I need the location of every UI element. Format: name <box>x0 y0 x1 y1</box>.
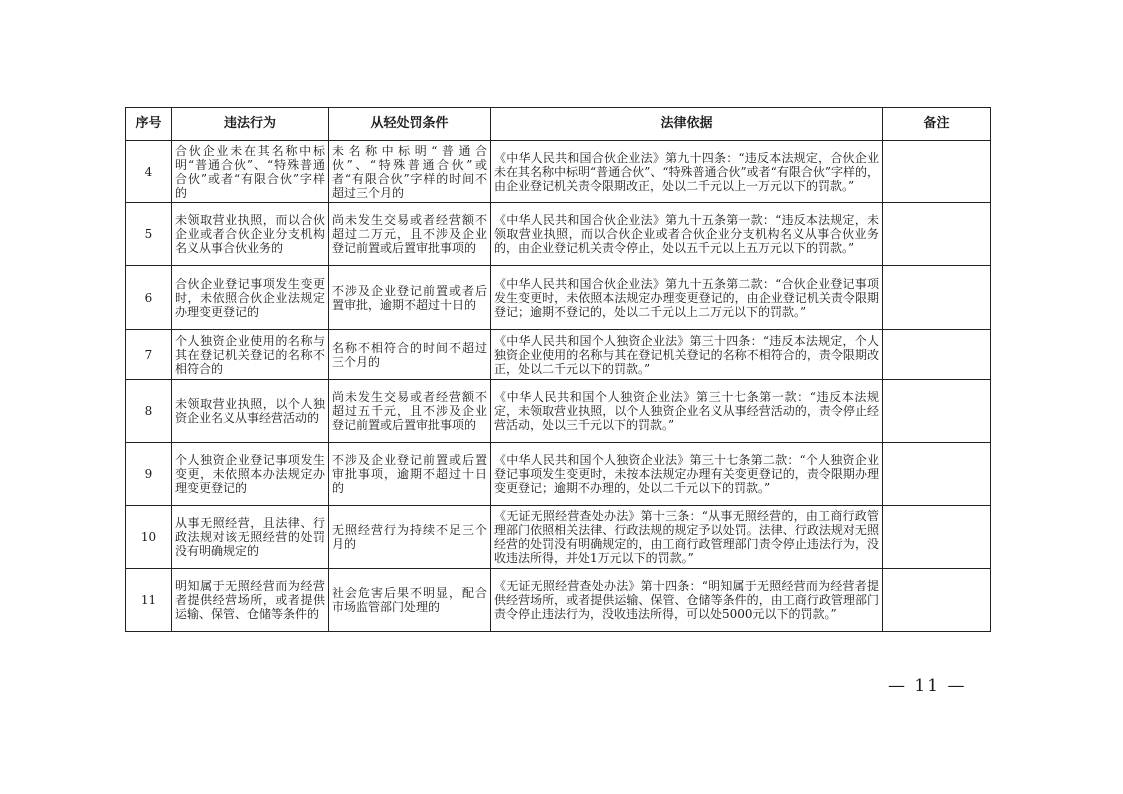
cell-condition: 未名称中标明“普通合伙”、“特殊普通合伙”或者“有限合伙”字样的时间不超过三个月的 <box>329 141 491 203</box>
cell-seq: 5 <box>126 203 172 266</box>
cell-seq: 9 <box>126 443 172 506</box>
cell-condition: 尚未发生交易或者经营额不超过二万元，且不涉及企业登记前置或后置审批事项的 <box>329 203 491 266</box>
cell-violation: 合伙企业登记事项发生变更时，未依照合伙企业法规定办理变更登记的 <box>172 266 329 330</box>
cell-violation: 未领取营业执照，以个人独资企业名义从事经营活动的 <box>172 380 329 443</box>
header-lenient-condition: 从轻处罚条件 <box>329 108 491 141</box>
cell-legal-basis: 《中华人民共和国个人独资企业法》第三十七条第一款：“违反本法规定，未领取营业执照，以个人独资企业名义从事经营活动的，责令停止经营活动，处以三千元以下的罚款。” <box>491 380 883 443</box>
cell-violation: 个人独资企业使用的名称与其在登记机关登记的名称不相符合的 <box>172 330 329 380</box>
table-row <box>126 569 991 632</box>
header-violation: 违法行为 <box>172 108 329 141</box>
table-row <box>126 380 991 443</box>
cell-legal-basis: 《无证无照经营查处办法》第十三条：“从事无照经营的，由工商行政管理部门依照相关法律、行政法规的规定予以处罚。法律、行政法规对无照经营的处罚没有明确规定的，由工商行政管理部门责令停止违法行为，没收违法所得，并处1万元以下的罚款。” <box>491 506 883 569</box>
cell-seq: 6 <box>126 266 172 330</box>
table-row <box>126 506 991 569</box>
header-remarks: 备注 <box>883 108 991 141</box>
cell-seq: 4 <box>126 141 172 203</box>
cell-remarks <box>883 443 991 506</box>
cell-legal-basis: 《中华人民共和国合伙企业法》第九十五条第二款：“合伙企业登记事项发生变更时，未依照本法规定办理变更登记的，由企业登记机关责令限期登记；逾期不登记的，处以二千元以上二万元以下的罚款。” <box>491 266 883 330</box>
cell-remarks <box>883 569 991 632</box>
cell-condition: 无照经营行为持续不足三个月的 <box>329 506 491 569</box>
cell-violation: 个人独资企业登记事项发生变更，未依照本办法规定办理变更登记的 <box>172 443 329 506</box>
cell-seq: 10 <box>126 506 172 569</box>
cell-remarks <box>883 203 991 266</box>
table-row <box>126 443 991 506</box>
cell-remarks <box>883 506 991 569</box>
header-legal-basis: 法律依据 <box>491 108 883 141</box>
cell-remarks <box>883 266 991 330</box>
cell-violation: 明知属于无照经营而为经营者提供经营场所，或者提供运输、保管、仓储等条件的 <box>172 569 329 632</box>
cell-legal-basis: 《中华人民共和国个人独资企业法》第三十七条第二款：“个人独资企业登记事项发生变更时，未按本法规定办理有关变更登记的，责令限期办理变更登记；逾期不办理的，处以二千元以下的罚款。” <box>491 443 883 506</box>
table-row <box>126 330 991 380</box>
cell-legal-basis: 《中华人民共和国合伙企业法》第九十五条第一款：“违反本法规定，未领取营业执照，而以合伙企业或者合伙企业分支机构名义从事合伙业务的，由企业登记机关责令停止，处以五千元以上五万元以下的罚款。” <box>491 203 883 266</box>
cell-remarks <box>883 330 991 380</box>
table-row <box>126 203 991 266</box>
cell-legal-basis: 《中华人民共和国合伙企业法》第九十四条：“违反本法规定，合伙企业未在其名称中标明“普通合伙”、“特殊普通合伙”或者“有限合伙”字样的，由企业登记机关责令限期改正，处以二千元以上一万元以下的罚款。” <box>491 141 883 203</box>
cell-condition: 不涉及企业登记前置或者后置审批，逾期不超过十日的 <box>329 266 491 330</box>
cell-legal-basis: 《无证无照经营查处办法》第十四条：“明知属于无照经营而为经营者提供经营场所，或者提供运输、保管、仓储等条件的，由工商行政管理部门责令停止违法行为，没收违法所得，可以处5000元以下的罚款。” <box>491 569 883 632</box>
cell-condition: 社会危害后果不明显，配合市场监管部门处理的 <box>329 569 491 632</box>
cell-violation: 从事无照经营，且法律、行政法规对该无照经营的处罚没有明确规定的 <box>172 506 329 569</box>
page-number: — 11 — <box>888 676 967 696</box>
cell-remarks <box>883 380 991 443</box>
table-row <box>126 266 991 330</box>
cell-remarks <box>883 141 991 203</box>
table-header-row <box>126 108 991 141</box>
cell-condition: 名称不相符合的时间不超过三个月的 <box>329 330 491 380</box>
cell-condition: 尚未发生交易或者经营额不超过五千元，且不涉及企业登记前置或后置审批事项的 <box>329 380 491 443</box>
cell-legal-basis: 《中华人民共和国个人独资企业法》第三十四条：“违反本法规定，个人独资企业使用的名称与其在登记机关登记的名称不相符合的，责令限期改正，处以二千元以下的罚款。” <box>491 330 883 380</box>
cell-seq: 11 <box>126 569 172 632</box>
cell-condition: 不涉及企业登记前置或后置审批事项，逾期不超过十日的 <box>329 443 491 506</box>
table-row <box>126 141 991 203</box>
cell-violation: 合伙企业未在其名称中标明“普通合伙”、“特殊普通合伙”或者“有限合伙”字样的 <box>172 141 329 203</box>
cell-seq: 8 <box>126 380 172 443</box>
cell-seq: 7 <box>126 330 172 380</box>
header-seq: 序号 <box>126 108 172 141</box>
cell-violation: 未领取营业执照，而以合伙企业或者合伙企业分支机构名义从事合伙业务的 <box>172 203 329 266</box>
penalty-table <box>125 107 991 632</box>
